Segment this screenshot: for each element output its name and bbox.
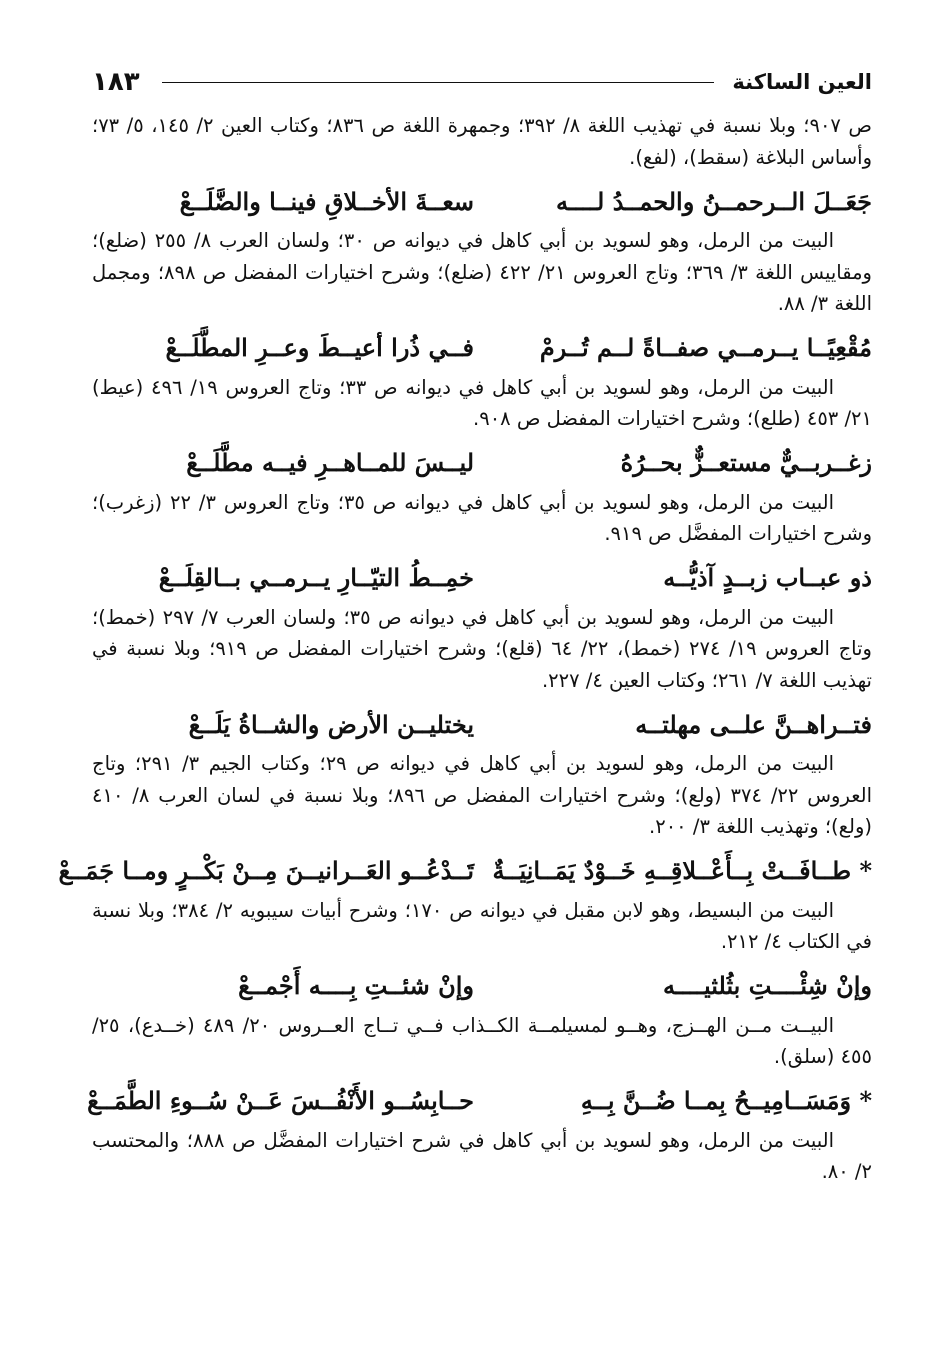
first-hemistich: فتــراهــنَّ علــى مهلتــه	[635, 709, 872, 739]
second-hemistich: ليــسَ للمــاهــرِ فيــه مطَّلَــعْ	[186, 448, 474, 477]
chapter-title: العين الساكنة	[732, 70, 872, 94]
verse-entry	[92, 179, 872, 320]
verse-line	[92, 702, 872, 746]
verse-entry	[92, 964, 872, 1073]
verse-line	[92, 326, 872, 370]
verse-line	[92, 556, 872, 600]
verse-source-note: البيت من الرمل، وهو لسويد بن أبي كاهل في ديوانه ص ٣٥؛ وتاج العروس ٣/ ٢٢ (زغرب)؛ وشرح اختيارات المفضَّل ص ٩١٩.	[92, 490, 872, 545]
verse-line	[92, 441, 872, 485]
first-hemistich: * وَمَسَــامِيــحُ بِمــا ضُــنَّ بِــهِ	[580, 1086, 872, 1115]
verse-entry	[92, 556, 872, 697]
verse-line	[92, 179, 872, 223]
second-hemistich: سعــةَ الأخــلاقِ فينــا والضَّلَــعْ	[179, 186, 474, 216]
first-hemistich: ذو عبــاب زبــدٍ آذيُّــه	[663, 563, 872, 592]
second-hemistich: فــي ذُرا أعيــطَ وعــرِ المطَّلَــعْ	[165, 333, 474, 362]
second-hemistich: وإنْ شئــتِ بِــــه أَجْمــعْ	[238, 971, 474, 1000]
header-rule	[162, 82, 715, 83]
verse-source-note: البيت من الرمل، وهو لسويد بن أبي كاهل في ديوانه ص ٣٣؛ وتاج العروس ١٩/ ٤٩٦ (عيط) ٢١/ ٤٥٣ (طلع)؛ وشرح اختيارات المفضل ص ٩٠٨.	[92, 375, 872, 430]
verse-source-note: البيت من الرمل، وهو لسويد بن أبي كاهل في ديوانه ص ٣٠؛ ولسان العرب ٨/ ٢٥٥ (ضلع)؛ ومقاييس اللغة ٣/ ٣٦٩؛ وتاج العروس ٢١/ ٤٢٢ (ضلع)؛ وشرح اختيارات المفضل ص ٨٩٨؛ ومجمل اللغة ٣/ ٨٨.	[92, 229, 872, 315]
verse-entry	[92, 702, 872, 843]
verse-source-note: البيت من الرمل، وهو لسويد بن أبي كاهل في ديوانه ص ٢٩؛ وكتاب الجيم ٣/ ٢٩١؛ وتاج العروس ٢٢/ ٣٧٤ (ولع)؛ وشرح اختيارات المفضل ص ٨٩٦؛ وبلا نسبة في لسان العرب ٨/ ٤١٠ (ولع)؛ وتهذيب اللغة ٣/ ٢٠٠.	[92, 752, 872, 838]
first-hemistich: زغــربــيٌّ مستعــزٌّ بحــرُهُ	[620, 448, 872, 477]
verse-source-note: البيت من الرمل، وهو لسويد بن أبي كاهل في شرح اختيارات المفضَّل ص ٨٨٨؛ والمحتسب ٢/ ٨٠.	[92, 1128, 872, 1183]
second-hemistich: خمِــطُ التيّــارِ يــرمــي بــالقِلَــعْ	[158, 563, 474, 592]
verse-line	[87, 1079, 872, 1123]
verse-entry	[58, 849, 872, 958]
second-hemistich: حــابِسُــو الأَنْفُــسَ عَــنْ سُــوءِ الطَّمَــعْ	[87, 1086, 474, 1115]
verse-source-note: البيت من الرمل، وهو لسويد بن أبي كاهل في ديوانه ص ٣٥؛ ولسان العرب ٧/ ٢٩٧ (خمط)؛ وتاج العروس ١٩/ ٢٧٤ (خمط)، ٢٢/ ٦٤ (قلع)؛ وشرح اختيارات المفضل ص ٩١٩؛ وبلا نسبة في تهذيب اللغة ٧/ ٢٦١؛ وكتاب العين ٤/ ٢٢٧.	[92, 605, 872, 692]
page	[58, 60, 872, 1188]
verse-source-note: البيــت مــن الهــزج، وهــو لمسيلمــة الكــذاب فــي تــاج العــروس ٢٠/ ٤٨٩ (خــدع)، ٢٥/ ٤٥٥ (سلق).	[92, 1013, 872, 1068]
continued-citation: ص ٩٠٧؛ وبلا نسبة في تهذيب اللغة ٨/ ٣٩٢؛ وجمهرة اللغة ص ٨٣٦؛ وكتاب العين ٢/ ١٤٥، ٥/ ٧٣؛ وأساس البلاغة (سقط)، (لفع).	[92, 114, 872, 169]
second-hemistich: يختليــن الأرض والشــاةُ يَلَــعْ	[188, 709, 474, 739]
verse-entry	[92, 441, 872, 550]
verse-entry	[92, 326, 872, 435]
second-hemistich: تَــدْعُــو العَــرانيــنَ مِــنْ بَكْــرٍ ومــا جَمَــعْ	[58, 856, 474, 885]
first-hemistich: جَعَــلَ الــرحمــنُ والحمــدُ لــــه	[556, 186, 872, 216]
first-hemistich: مُقْعِيًــا يــرمــي صفــاةً لــم تُــرمْ	[539, 333, 872, 362]
verse-line	[58, 849, 872, 893]
first-hemistich: وإنْ شِئْــــتِ بثُلثيــــه	[663, 971, 872, 1000]
verse-source-note: البيت من البسيط، وهو لابن مقبل في ديوانه ص ١٧٠؛ وشرح أبيات سيبويه ٢/ ٣٨٤؛ وبلا نسبة في الكتاب ٤/ ٢١٢.	[92, 898, 872, 953]
page-number: ١٨٣	[92, 67, 140, 97]
first-hemistich: * طــافَــتْ بِــأَعْــلاقِــهِ خَــوْدٌ يَمَــانِيَــةٌ	[492, 856, 872, 885]
running-header	[92, 60, 872, 104]
verse-line	[92, 964, 872, 1008]
verse-entry	[87, 1079, 872, 1188]
